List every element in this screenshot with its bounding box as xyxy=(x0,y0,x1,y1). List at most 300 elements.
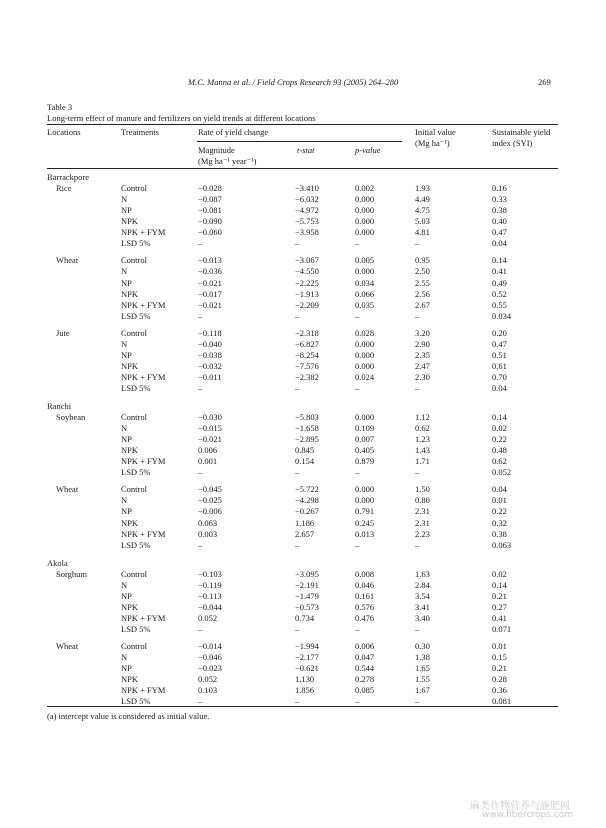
tstat-cell: – xyxy=(295,238,300,249)
treatment-cell: NPK xyxy=(121,360,139,371)
pvalue-cell: 0.544 xyxy=(355,663,375,673)
treatment-cell: NP xyxy=(121,277,132,288)
initial-value-cell: 1.93 xyxy=(415,183,430,194)
tstat-cell: −2.895 xyxy=(295,434,319,445)
initial-value-cell: 2.47 xyxy=(415,360,430,371)
table-row xyxy=(0,311,606,322)
magnitude-cell: −0.021 xyxy=(198,434,222,445)
initial-value-cell: 1.67 xyxy=(415,685,430,696)
treatment-cell: NPK + FYM xyxy=(121,685,166,696)
tstat-cell: 2.657 xyxy=(295,528,315,539)
initial-value-cell: 1.65 xyxy=(415,663,430,673)
treatment-cell: LSD 5% xyxy=(121,623,151,634)
table-row xyxy=(0,227,606,238)
table-row xyxy=(0,350,606,361)
syi-cell: 0.14 xyxy=(492,412,507,422)
syi-cell: 0.40 xyxy=(492,216,507,227)
pvalue-cell: 0.000 xyxy=(355,495,375,506)
tstat-cell: −0.621 xyxy=(295,663,319,673)
magnitude-cell: – xyxy=(198,238,203,249)
initial-value-cell: 1.12 xyxy=(415,412,430,422)
initial-value-cell: 2.50 xyxy=(415,266,430,277)
treatment-cell: NPK + FYM xyxy=(121,227,166,238)
initial-value-cell: 5.03 xyxy=(415,216,430,227)
pvalue-cell: 0.476 xyxy=(355,612,375,623)
syi-cell: 0.063 xyxy=(492,539,512,550)
syi-cell: 0.02 xyxy=(492,568,507,579)
magnitude-cell: −0.025 xyxy=(198,495,222,506)
treatment-cell: LSD 5% xyxy=(121,238,151,249)
pvalue-cell: 0.005 xyxy=(355,255,375,266)
tstat-cell: −5.753 xyxy=(295,216,319,227)
treatment-cell: N xyxy=(121,194,128,205)
crop-name: Soybean xyxy=(56,412,86,422)
magnitude-cell: −0.044 xyxy=(198,601,222,612)
syi-cell: 0.47 xyxy=(492,227,507,238)
tstat-cell: −2.382 xyxy=(295,371,319,382)
initial-value-cell: 1.43 xyxy=(415,445,430,456)
crop-name: Jute xyxy=(56,327,70,338)
tstat-cell: −5.803 xyxy=(295,412,319,422)
initial-value-cell: 2.90 xyxy=(415,338,430,349)
table-row xyxy=(0,602,606,613)
magnitude-cell: – xyxy=(198,310,203,321)
pvalue-cell: 0.066 xyxy=(355,288,375,299)
syi-cell: 0.02 xyxy=(492,423,507,434)
pvalue-cell: 0.046 xyxy=(355,579,375,590)
table-label: Table 3 xyxy=(47,102,73,112)
tstat-cell: −4.298 xyxy=(295,495,319,506)
col-header-tstat: t-stat xyxy=(297,145,315,155)
syi-cell: 0.21 xyxy=(492,663,507,673)
table-row xyxy=(0,685,606,696)
syi-cell: 0.70 xyxy=(492,371,507,382)
pvalue-cell: – xyxy=(355,382,360,393)
tstat-cell: −4.550 xyxy=(295,266,319,277)
pvalue-cell: 0.034 xyxy=(355,277,375,288)
tstat-cell: −7.576 xyxy=(295,360,319,371)
syi-cell: 0.01 xyxy=(492,495,507,506)
table-row xyxy=(0,674,606,685)
initial-value-cell: 1.50 xyxy=(415,484,430,495)
table-row xyxy=(0,484,606,495)
magnitude-cell: 0.001 xyxy=(198,456,218,467)
initial-value-cell: 3.40 xyxy=(415,612,430,623)
tstat-cell: −3.410 xyxy=(295,183,319,194)
treatment-cell: NP xyxy=(121,663,132,673)
tstat-cell: −2.225 xyxy=(295,277,319,288)
treatment-cell: NPK xyxy=(121,445,139,456)
syi-cell: 0.21 xyxy=(492,590,507,601)
tstat-cell: – xyxy=(295,696,300,707)
magnitude-cell: −0.045 xyxy=(198,484,222,495)
magnitude-cell: −0.006 xyxy=(198,506,222,517)
initial-value-cell: 4.75 xyxy=(415,205,430,216)
treatment-cell: Control xyxy=(121,255,147,266)
syi-cell: 0.48 xyxy=(492,445,507,456)
magnitude-cell: −0.032 xyxy=(198,360,222,371)
syi-cell: 0.49 xyxy=(492,277,507,288)
tstat-cell: −3.958 xyxy=(295,227,319,238)
table-row xyxy=(0,641,606,652)
pvalue-cell: 0.035 xyxy=(355,299,375,310)
treatment-cell: N xyxy=(121,579,128,590)
treatment-cell: NPK xyxy=(121,674,139,685)
syi-cell: 0.071 xyxy=(492,623,512,634)
pvalue-cell: 0.002 xyxy=(355,183,375,194)
tstat-cell: −4.972 xyxy=(295,205,319,216)
initial-value-cell: 2.84 xyxy=(415,579,430,590)
table-row xyxy=(0,423,606,434)
treatment-cell: NP xyxy=(121,506,132,517)
crop-name: Wheat xyxy=(56,484,79,495)
initial-value-cell: 1.71 xyxy=(415,456,430,467)
table-row xyxy=(0,591,606,602)
syi-cell: 0.04 xyxy=(492,238,507,249)
initial-value-cell: 1.63 xyxy=(415,568,430,579)
pvalue-cell: 0.007 xyxy=(355,434,375,445)
syi-cell: 0.61 xyxy=(492,360,507,371)
syi-cell: 0.034 xyxy=(492,310,512,321)
table-row xyxy=(0,339,606,350)
syi-cell: 0.22 xyxy=(492,434,507,445)
treatment-cell: NPK + FYM xyxy=(121,612,166,623)
pvalue-cell: 0.879 xyxy=(355,456,375,467)
syi-cell: 0.47 xyxy=(492,338,507,349)
initial-value-cell: 2.35 xyxy=(415,349,430,360)
syi-cell: 0.01 xyxy=(492,640,507,651)
syi-cell: 0.04 xyxy=(492,484,507,495)
treatment-cell: N xyxy=(121,266,128,277)
col-header-syi: Sustainable yield xyxy=(492,127,551,137)
magnitude-cell: −0.028 xyxy=(198,183,222,194)
table-row xyxy=(0,652,606,663)
pvalue-cell: – xyxy=(355,467,360,478)
pvalue-cell: – xyxy=(355,696,360,707)
initial-value-cell: 3.54 xyxy=(415,590,430,601)
tstat-cell: −3.067 xyxy=(295,255,319,266)
treatment-cell: NPK + FYM xyxy=(121,456,166,467)
table-row xyxy=(0,216,606,227)
treatment-cell: LSD 5% xyxy=(121,696,151,707)
location-row xyxy=(0,401,606,412)
initial-value-cell: 2.67 xyxy=(415,299,430,310)
magnitude-cell: −0.017 xyxy=(198,288,222,299)
pvalue-cell: 0.000 xyxy=(355,484,375,495)
table-row xyxy=(0,183,606,194)
tstat-cell: −2.318 xyxy=(295,327,319,338)
location-row xyxy=(0,558,606,569)
syi-cell: 0.51 xyxy=(492,349,507,360)
syi-cell: 0.20 xyxy=(492,327,507,338)
treatment-cell: LSD 5% xyxy=(121,382,151,393)
table-row xyxy=(0,456,606,467)
syi-cell: 0.41 xyxy=(492,612,507,623)
initial-value-cell: 4.49 xyxy=(415,194,430,205)
magnitude-cell: −0.113 xyxy=(198,590,222,601)
magnitude-cell: 0.052 xyxy=(198,612,218,623)
table-row xyxy=(0,238,606,249)
initial-value-cell: 0.30 xyxy=(415,640,430,651)
pvalue-cell: – xyxy=(355,238,360,249)
table-bottom-rule xyxy=(47,706,558,707)
tstat-cell: 0.845 xyxy=(295,445,315,456)
col-header-magnitude-unit: (Mg ha⁻¹ year⁻¹) xyxy=(198,156,257,166)
initial-value-cell: 3.20 xyxy=(415,327,430,338)
magnitude-cell: −0.023 xyxy=(198,663,222,673)
table-row xyxy=(0,663,606,674)
magnitude-cell: 0.063 xyxy=(198,517,218,528)
syi-cell: 0.62 xyxy=(492,456,507,467)
table-row xyxy=(0,372,606,383)
treatment-cell: NPK + FYM xyxy=(121,371,166,382)
table-row xyxy=(0,434,606,445)
initial-value-cell: 2.55 xyxy=(415,277,430,288)
magnitude-cell: 0.103 xyxy=(198,685,218,696)
initial-value-cell: 0.95 xyxy=(415,255,430,266)
pvalue-cell: 0.109 xyxy=(355,423,375,434)
table-row xyxy=(0,506,606,517)
pvalue-cell: 0.245 xyxy=(355,517,375,528)
col-header-initial-unit: (Mg ha⁻¹) xyxy=(415,138,450,148)
col-header-locations: Locations xyxy=(47,127,81,137)
magnitude-cell: 0.006 xyxy=(198,445,218,456)
pvalue-cell: – xyxy=(355,310,360,321)
initial-value-cell: – xyxy=(415,623,420,634)
magnitude-cell: −0.103 xyxy=(198,568,222,579)
tstat-cell: −1.658 xyxy=(295,423,319,434)
crop-name: Wheat xyxy=(56,255,79,266)
magnitude-cell: −0.030 xyxy=(198,412,222,422)
treatment-cell: N xyxy=(121,652,128,662)
pvalue-cell: 0.000 xyxy=(355,349,375,360)
treatment-cell: Control xyxy=(121,484,147,495)
magnitude-cell: – xyxy=(198,539,203,550)
treatment-cell: NP xyxy=(121,205,132,216)
page-number: 269 xyxy=(538,77,551,87)
initial-value-cell: 2.31 xyxy=(415,517,430,528)
tstat-cell: 0.734 xyxy=(295,612,315,623)
treatment-cell: LSD 5% xyxy=(121,539,151,550)
syi-cell: 0.27 xyxy=(492,601,507,612)
pvalue-cell: 0.000 xyxy=(355,338,375,349)
table-row xyxy=(0,580,606,591)
treatment-cell: NP xyxy=(121,590,132,601)
pvalue-cell: 0.085 xyxy=(355,685,375,696)
treatment-cell: Control xyxy=(121,183,147,194)
magnitude-cell: −0.118 xyxy=(198,327,222,338)
table-row xyxy=(0,624,606,635)
initial-value-cell: – xyxy=(415,382,420,393)
initial-value-cell: 3.41 xyxy=(415,601,430,612)
pvalue-cell: – xyxy=(355,539,360,550)
table-row xyxy=(0,328,606,339)
table-row xyxy=(0,300,606,311)
magnitude-cell: 0.052 xyxy=(198,674,218,685)
location-name: Ranchi xyxy=(47,401,72,411)
pvalue-cell: 0.000 xyxy=(355,216,375,227)
col-header-magnitude: Magnitude xyxy=(198,145,235,155)
location-name: Akola xyxy=(47,557,68,568)
crop-name: Rice xyxy=(56,183,72,194)
tstat-cell: – xyxy=(295,467,300,478)
treatment-cell: NPK xyxy=(121,517,139,528)
pvalue-cell: 0.006 xyxy=(355,640,375,651)
watermark-line-2: www.fibercrops.com xyxy=(482,810,573,820)
tstat-cell: −2.177 xyxy=(295,652,319,662)
magnitude-cell: −0.119 xyxy=(198,579,222,590)
treatment-cell: Control xyxy=(121,568,147,579)
syi-cell: 0.33 xyxy=(492,194,507,205)
table-row xyxy=(0,569,606,580)
treatment-cell: NPK xyxy=(121,601,139,612)
tstat-cell: −1.994 xyxy=(295,640,319,651)
initial-value-cell: – xyxy=(415,467,420,478)
syi-cell: 0.55 xyxy=(492,299,507,310)
tstat-cell: −8.254 xyxy=(295,349,319,360)
crop-name: Wheat xyxy=(56,640,79,651)
crop-name: Sorghum xyxy=(56,568,88,579)
magnitude-cell: – xyxy=(198,623,203,634)
tstat-cell: 1.130 xyxy=(295,674,315,685)
treatment-cell: N xyxy=(121,338,128,349)
magnitude-cell: −0.021 xyxy=(198,299,222,310)
pvalue-cell: 0.013 xyxy=(355,528,375,539)
table-row xyxy=(0,278,606,289)
table-row xyxy=(0,412,606,423)
magnitude-cell: −0.014 xyxy=(198,640,222,651)
watermark-line-1: 麻类作物营养与施肥网 xyxy=(470,801,570,812)
col-header-rate-group: Rate of yield change xyxy=(198,127,269,137)
pvalue-cell: 0.278 xyxy=(355,674,375,685)
initial-value-cell: 1.23 xyxy=(415,434,430,445)
tstat-cell: −0.267 xyxy=(295,506,319,517)
tstat-cell: −5.722 xyxy=(295,484,319,495)
magnitude-cell: −0.015 xyxy=(198,423,222,434)
syi-cell: 0.32 xyxy=(492,517,507,528)
tstat-cell: 1.856 xyxy=(295,685,315,696)
col-header-treatments: Treatments xyxy=(121,127,159,137)
pvalue-cell: 0.576 xyxy=(355,601,375,612)
treatment-cell: NPK + FYM xyxy=(121,528,166,539)
tstat-cell: −2.191 xyxy=(295,579,319,590)
magnitude-cell: −0.036 xyxy=(198,266,222,277)
initial-value-cell: 1.38 xyxy=(415,652,430,662)
table-row xyxy=(0,361,606,372)
table-row xyxy=(0,266,606,277)
pvalue-cell: 0.405 xyxy=(355,445,375,456)
col-header-initial: Initial value xyxy=(415,127,456,137)
magnitude-cell: – xyxy=(198,467,203,478)
tstat-cell: – xyxy=(295,382,300,393)
table-row xyxy=(0,529,606,540)
magnitude-cell: −0.038 xyxy=(198,349,222,360)
table-row xyxy=(0,289,606,300)
table-row xyxy=(0,205,606,216)
initial-value-cell: 2.23 xyxy=(415,528,430,539)
tstat-cell: −0.573 xyxy=(295,601,319,612)
table-footnote: (a) intercept value is considered as initial value. xyxy=(47,711,210,721)
tstat-cell: −3.095 xyxy=(295,568,319,579)
tstat-cell: – xyxy=(295,310,300,321)
initial-value-cell: – xyxy=(415,310,420,321)
syi-cell: 0.15 xyxy=(492,652,507,662)
treatment-cell: N xyxy=(121,423,128,434)
syi-cell: 0.14 xyxy=(492,255,507,266)
initial-value-cell: 2.31 xyxy=(415,506,430,517)
tstat-cell: −1.479 xyxy=(295,590,319,601)
initial-value-cell: – xyxy=(415,539,420,550)
tstat-cell: −1.913 xyxy=(295,288,319,299)
treatment-cell: NPK xyxy=(121,216,139,227)
syi-cell: 0.04 xyxy=(492,382,507,393)
treatment-cell: N xyxy=(121,495,128,506)
treatment-cell: NPK xyxy=(121,288,139,299)
tstat-cell: −6.032 xyxy=(295,194,319,205)
initial-value-cell: 4.81 xyxy=(415,227,430,238)
pvalue-cell: 0.024 xyxy=(355,371,375,382)
magnitude-cell: −0.087 xyxy=(198,194,222,205)
table-title: Long-term effect of manure and fertilizers on yield trends at different locations xyxy=(47,113,316,123)
pvalue-cell: 0.000 xyxy=(355,266,375,277)
syi-cell: 0.052 xyxy=(492,467,512,478)
pvalue-cell: 0.000 xyxy=(355,412,375,422)
initial-value-cell: 0.62 xyxy=(415,423,430,434)
syi-cell: 0.38 xyxy=(492,205,507,216)
syi-cell: 0.14 xyxy=(492,579,507,590)
treatment-cell: NPK + FYM xyxy=(121,299,166,310)
table-row xyxy=(0,255,606,266)
pvalue-cell: 0.047 xyxy=(355,652,375,662)
initial-value-cell: – xyxy=(415,238,420,249)
initial-value-cell: 1.55 xyxy=(415,674,430,685)
col-header-syi-2: index (SYI) xyxy=(492,138,533,148)
table-row xyxy=(0,194,606,205)
treatment-cell: LSD 5% xyxy=(121,310,151,321)
syi-cell: 0.38 xyxy=(492,528,507,539)
syi-cell: 0.28 xyxy=(492,674,507,685)
magnitude-cell: −0.021 xyxy=(198,277,222,288)
syi-cell: 0.081 xyxy=(492,696,512,707)
pvalue-cell: 0.791 xyxy=(355,506,375,517)
running-title: M.C. Manna et al. / Field Crops Research 93 (2005) 264–280 xyxy=(188,77,399,87)
syi-cell: 0.41 xyxy=(492,266,507,277)
tstat-cell: – xyxy=(295,623,300,634)
table-row xyxy=(0,518,606,529)
table-row xyxy=(0,445,606,456)
magnitude-cell: – xyxy=(198,382,203,393)
pvalue-cell: 0.028 xyxy=(355,327,375,338)
syi-cell: 0.36 xyxy=(492,685,507,696)
tstat-cell: – xyxy=(295,539,300,550)
tstat-cell: 1.186 xyxy=(295,517,315,528)
location-row xyxy=(0,172,606,183)
treatment-cell: LSD 5% xyxy=(121,467,151,478)
pvalue-cell: 0.008 xyxy=(355,568,375,579)
initial-value-cell: 2.30 xyxy=(415,371,430,382)
pvalue-cell: 0.000 xyxy=(355,194,375,205)
syi-cell: 0.52 xyxy=(492,288,507,299)
treatment-cell: NP xyxy=(121,349,132,360)
magnitude-cell: 0.003 xyxy=(198,528,218,539)
tstat-cell: −6.827 xyxy=(295,338,319,349)
magnitude-cell: – xyxy=(198,696,203,707)
table-row xyxy=(0,383,606,394)
magnitude-cell: −0.081 xyxy=(198,205,222,216)
initial-value-cell: 2.56 xyxy=(415,288,430,299)
table-row xyxy=(0,540,606,551)
table-row xyxy=(0,495,606,506)
